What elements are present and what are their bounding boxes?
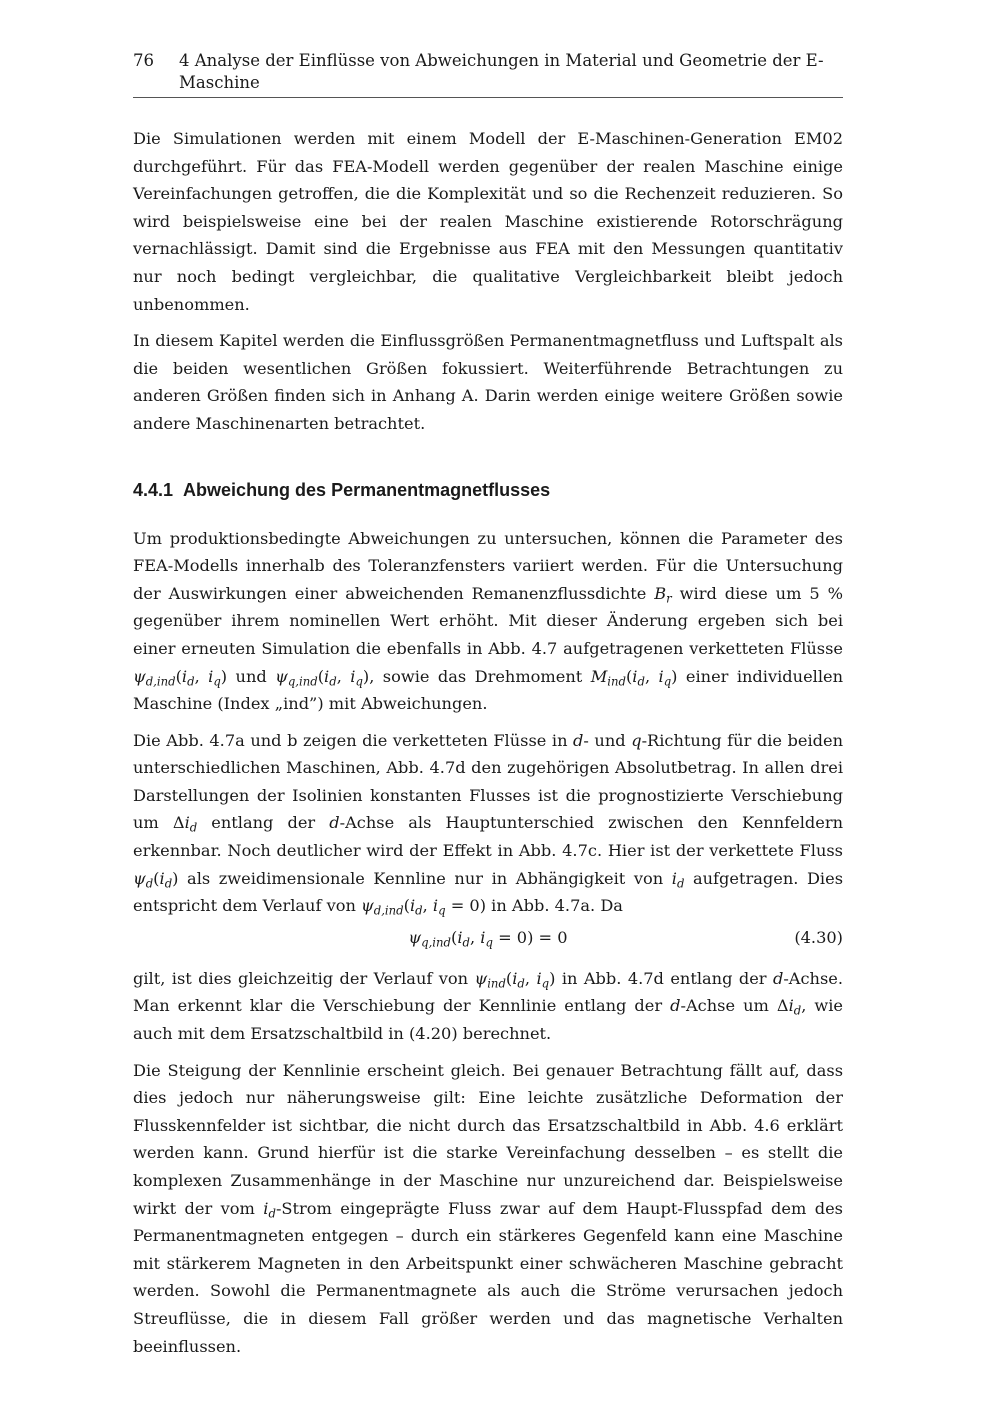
paragraph-slope-discussion: Die Steigung der Kennlinie erscheint gleich. Bei genauer Betrachtung fällt auf, dass dies jedoch nur näherungsweise gilt: Eine leichte zusätzliche Deformation der Flusskennfelder ist sichtbar, die nicht durch das Ersatzschaltbild in Abb. 4.6 erklärt werden kann. Grund hierfür ist die starke Vereinfachung desselben – es stellt die komplexen Zusammenhänge in der Maschine nur unzureichend dar. Beispielsweise wirkt der vom $i_d$-Strom eingeprägte Fluss zwar auf dem Haupt-Flusspfad dem des Permanentmagneten entgegen – durch ein stärkeres Gegenfeld kann eine Maschine mit stärkerem Magneten in den Arbeitspunkt einer schwächeren Maschine gebracht werden. Sowohl die Permanentmagnete als auch die Ströme verursachen jedoch Streuflüsse, die in diesem Fall größer werden und das magnetische Verhalten beeinflussen.	[133, 1060, 843, 1356]
math-id: $i_d$	[671, 868, 685, 890]
chapter-title: 4 Analyse der Einflüsse von Abweichungen in Material und Geometrie der E-Maschine	[179, 51, 824, 92]
math-psi-d-of-id: $\psi_d(i_d)$	[133, 868, 179, 890]
book-page	[133, 50, 843, 1360]
running-header	[133, 50, 843, 98]
math-delta-id: $\Delta i_d$	[776, 996, 802, 1018]
math-d: d	[772, 968, 784, 988]
page-number: 76	[133, 51, 154, 70]
paragraph-flux-comparison: Die Abb. 4.7a und b zeigen die verketteten Flüsse in d- und q-Richtung für die beiden unterschiedlichen Maschinen, Abb. 4.7d den zugehörigen Absolutbetrag. In allen drei Darstellungen der Isolinien konstanten Flusses ist die prognostizierte Verschiebung um $\Delta i_d$ entlang der d-Achse als Hauptunterschied zwischen den Kennfeldern erkennbar. Noch deutlicher wird der Effekt in Abb. 4.7c. Hier ist der verkettete Fluss $\psi_d(i_d)$ als zweidimensionale Kennline nur in Abhängigkeit von $i_d$ aufgetragen. Dies entspricht dem Verlauf von $\psi_{d,ind}(i_d$, $i_q = 0$) in Abb. 4.7a. Da	[133, 730, 843, 918]
section-title: Abweichung des Permanentmagnetflusses	[183, 479, 551, 500]
math-m-ind: $M_{ind}(i_d$, $i_q$)	[590, 666, 678, 688]
math-d: d	[670, 996, 681, 1016]
math-id: $i_d$	[263, 1198, 276, 1220]
math-br: $B_r$	[654, 583, 672, 605]
paragraph-parameter-variation: Um produktionsbedingte Abweichungen zu untersuchen, können die Parameter des FEA-Modells innerhalb des Toleranzfensters variiert werden. Für die Untersuchung der Auswirkungen einer abweichenden Remanenzflussdichte $B_r$ wird diese um 5 % gegenüber ihrem nominellen Wert erhöht. Mit dieser Änderung ergeben sich bei einer erneuten Simulation die ebenfalls in Abb. 4.7 aufgetragenen verketteten Flüsse $\psi_{d,ind}(i_d$, $i_q$) und $\psi_{q,ind}(i_d$, $i_q$), sowie das Drehmoment $M_{ind}(i_d$, $i_q$) einer individuellen Maschine (Index „ind”) mit Abweichungen.	[133, 528, 844, 714]
math-psi-d-ind-iq0: $\psi_{d,ind}(i_d$, $i_q = 0$)	[361, 896, 487, 918]
section-number: 4.4.1	[133, 479, 174, 500]
math-q: q	[631, 730, 642, 750]
math-delta-id: $\Delta i_d$	[172, 813, 198, 835]
math-psi-d-ind: $\psi_{d,ind}(i_d$, $i_q$)	[133, 666, 228, 688]
math-d: d	[573, 730, 584, 750]
math-psi-q-ind: $\psi_{q,ind}(i_d$, $i_q$)	[275, 666, 370, 688]
equation-number: (4.30)	[794, 927, 843, 947]
section-heading	[133, 478, 843, 502]
equation-body: $\psi_{q,ind}(i_d$, $i_q = 0) = 0$	[408, 927, 568, 950]
math-d: d	[329, 813, 340, 833]
paragraph-chapter-focus: In diesem Kapitel werden die Einflussgrößen Permanentmagnetfluss und Luftspalt als die beiden wesentlichen Größen fokussiert. Weiterführende Betrachtungen zu anderen Größen finden sich in Anhang A. Darin werden einige weitere Größen sowie andere Maschinenarten betrachtet.	[133, 331, 843, 433]
math-psi-ind: $\psi_{ind}(i_d$, $i_q$)	[474, 968, 556, 991]
paragraph-simulation-model: Die Simulationen werden mit einem Modell der E-Maschinen-Generation EM02 durchgeführt. Für das FEA-Modell werden gegenüber der realen Maschine einige Vereinfachungen getroffen, die die Komplexität und so die Rechenzeit reduzieren. So wird beispielsweise eine bei der realen Maschine existierende Rotorschrägung vernachlässigt. Damit sind die Ergebnisse aus FEA mit den Messungen quantitativ nur noch bedingt vergleichbar, die qualitative Vergleichbarkeit bleibt jedoch unbenommen.	[133, 129, 843, 314]
paragraph-characteristic-shift: gilt, ist dies gleichzeitig der Verlauf von $\psi_{ind}(i_d$, $i_q$) in Abb. 4.7d entlang der d-Achse. Man erkennt klar die Verschiebung der Kennlinie entlang der d-Achse um $\Delta i_d$, wie auch mit dem Ersatzschaltbild in (4.20) berechnet.	[133, 968, 844, 1044]
equation-4-30	[133, 923, 843, 953]
